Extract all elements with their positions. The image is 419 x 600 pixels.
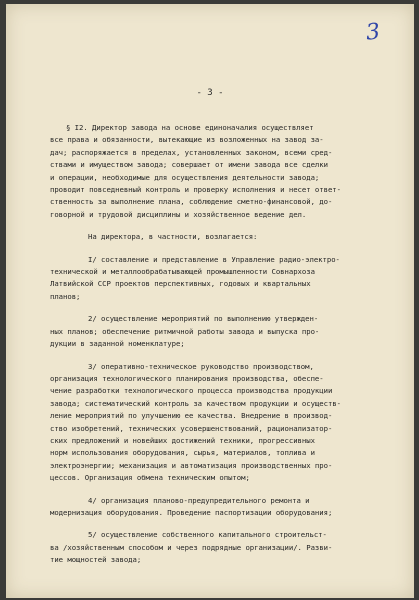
text-line: дукции в заданной номенклатуре; (50, 339, 185, 349)
document-body (50, 122, 386, 567)
text-line: чение разработки технологического процесса производства продукции (50, 386, 333, 396)
text-line: электроэнергии; механизация и автоматизация производственных про- (50, 460, 333, 470)
text-line: ных планов; обеспечение ритмичной работы завода и выпуска про- (50, 326, 320, 336)
text-line: ственность за выполнение плана, соблюдение сметно-финансовой, до- (50, 197, 333, 207)
text-line: говорной и трудовой дисциплины и хозяйственное ведение дел. (50, 209, 307, 219)
list-item-1 (50, 254, 386, 304)
text-line: планов; (50, 291, 81, 301)
text-line: На директора, в частности, возлагается: (88, 232, 258, 242)
text-line: 4/ организация планово-предупредительного ремонта и (88, 495, 310, 505)
text-line: § I2. Директор завода на основе единоначалия осуществляет (66, 123, 314, 132)
paragraph-section-12 (50, 122, 386, 221)
text-line: ских предложений и новейших достижений техники, прогрессивных (50, 435, 315, 445)
text-line: 5/ осуществление собственного капитального строительст- (88, 530, 327, 540)
page-number: - 3 - (196, 88, 224, 98)
list-item-2 (50, 313, 386, 350)
text-line: цессов. Организация обмена техническим опытом; (50, 473, 250, 483)
text-line: тие мощностей завода; (50, 555, 142, 565)
text-line: норм использования оборудования, сырья, материалов, топлива и (50, 448, 315, 458)
list-item-4 (50, 495, 386, 520)
list-item-3 (50, 361, 386, 485)
text-line: модернизация оборудования. Проведение паспортизации оборудования; (50, 507, 333, 517)
text-line: все права и обязанности, вытекающие из возложенных на завод за- (50, 135, 324, 145)
text-line: ство изобретений, технических усовершенствований, рационализатор- (50, 423, 333, 433)
text-line: I/ составление и представление в Управление радио-электро- (88, 254, 340, 264)
text-line: дач; распоряжается в пределах, установленных законом, всеми сред- (50, 147, 333, 157)
text-line: Латвийской ССР проектов перспективных, годовых и квартальных (50, 279, 311, 289)
paragraph-intro (50, 231, 386, 243)
list-item-5 (50, 529, 386, 566)
text-line: ствами и имуществом завода; совершает от имени завода все сделки (50, 160, 328, 170)
text-line: 3/ оперативно-техническое руководство производством, (88, 361, 314, 371)
text-line: проводит повседневный контроль и проверку исполнения и несет ответ- (50, 185, 341, 195)
handwritten-page-number: 3 (364, 19, 382, 46)
text-line: ва /хозяйственным способом и через подрядные организации/. Разви- (50, 542, 333, 552)
text-line: 2/ осуществление мероприятий по выполнению утвержден- (88, 314, 319, 324)
text-line: завода; систематический контроль за качеством продукции и осуществ- (50, 398, 341, 408)
text-line: ление мероприятий по улучшению ее качества. Внедрение в производ- (50, 411, 333, 421)
text-line: технической и металлообрабатывающей промышленности Совнархоза (50, 267, 315, 277)
document-page (6, 4, 414, 598)
text-line: и операции, необходимые для осуществления деятельности завода; (50, 172, 320, 182)
text-line: организация технологического планирования производства, обеспе- (50, 373, 324, 383)
